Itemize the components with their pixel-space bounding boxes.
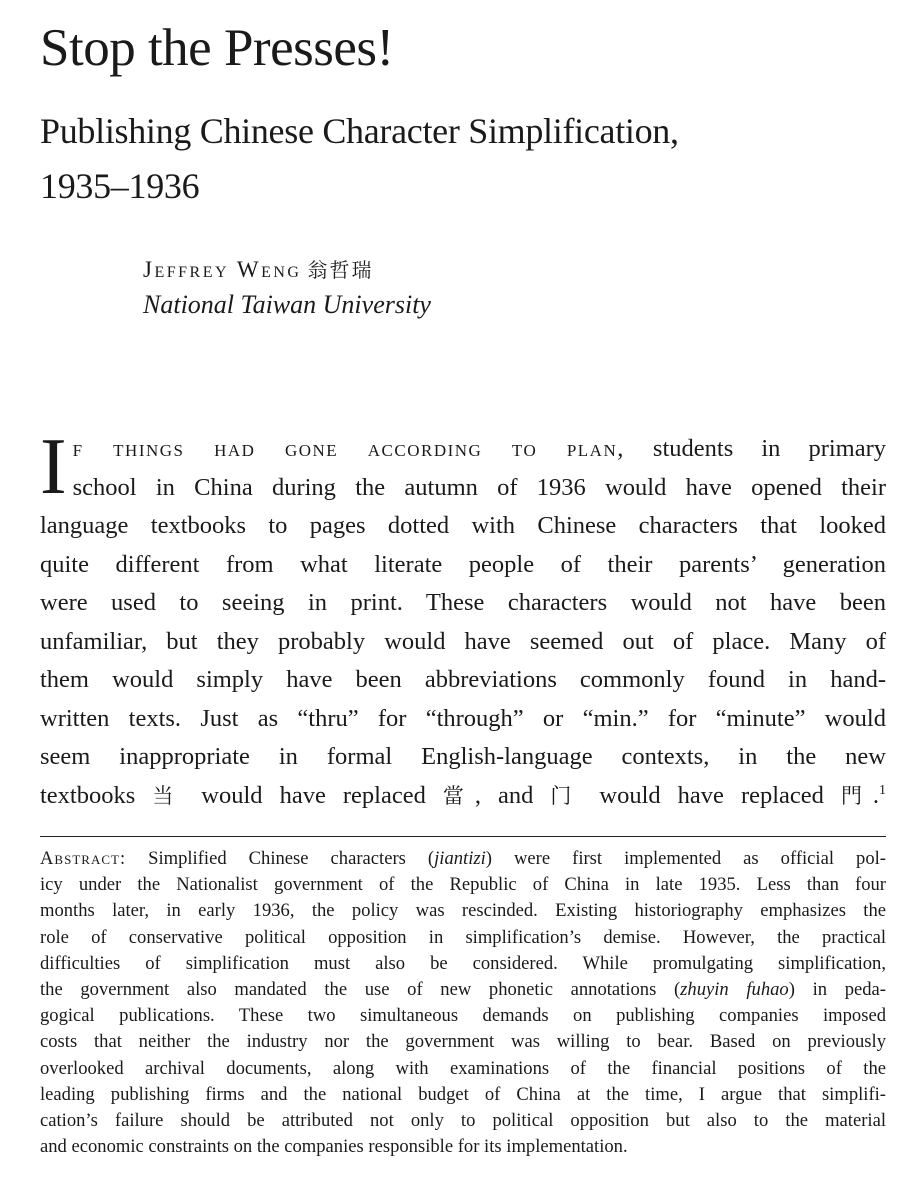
cjk-character: 当	[152, 783, 185, 808]
subtitle-line: 1935–1936	[40, 166, 200, 206]
abstract-line: leading publishing firms and the national budget of China at the time, I argue that simplifi-	[40, 1083, 886, 1105]
paragraph-line: quite different from what literate people of their parents’ generation	[40, 550, 886, 578]
abstract-line: icy under the Nationalist government of the Republic of China in late 1935. Less than four	[40, 874, 886, 896]
paragraph-line: unfamiliar, but they probably would have seemed out of place. Many of	[40, 627, 886, 655]
abstract-text: the government also mandated the use of new phonetic annotations (	[40, 979, 681, 1001]
paragraph-text: , and	[474, 781, 551, 809]
abstract-line	[40, 977, 886, 1003]
footnote-marker[interactable]: 1	[879, 782, 887, 798]
abstract-line	[40, 846, 886, 872]
abstract-line: overlooked archival documents, along with examinations of the financial positions of the	[40, 1057, 886, 1079]
paragraph-text: students in primary	[624, 435, 887, 462]
abstract-term: jiantizi	[434, 848, 486, 869]
opening-paragraph	[40, 423, 887, 815]
paragraph-line: school in China during the autumn of 1936 would have opened their	[72, 473, 886, 501]
paragraph-text: textbooks	[40, 781, 153, 809]
abstract-text: Simplified Chinese characters (	[126, 848, 435, 869]
cjk-character: 當	[442, 783, 475, 808]
drop-cap: I	[40, 423, 67, 511]
paragraph-line: them would simply have been abbreviations commonly found in hand-	[40, 666, 886, 693]
abstract-label: Abstract:	[40, 848, 127, 869]
abstract-line: difficulties of simplification must also be considered. While promulgating simplification,	[40, 952, 886, 974]
abstract-term: zhuyin fuhao	[680, 979, 789, 1001]
abstract-line: role of conservative political opposition in simplification’s demise. However, the practical	[40, 926, 886, 948]
paragraph-line	[40, 430, 886, 469]
paragraph-text: .	[872, 781, 880, 809]
paragraph-line: language textbooks to pages dotted with Chinese characters that looked	[40, 512, 886, 539]
abstract-line: gogical publications. These two simultaneous demands on publishing companies imposed	[40, 1005, 886, 1027]
cjk-character: 门	[550, 783, 583, 808]
author-affiliation: National Taiwan University	[143, 290, 431, 319]
paragraph-line: were used to seeing in print. These characters would not have been	[40, 589, 886, 616]
abstract-line: months later, in early 1936, the policy was rescinded. Existing historiography emphasizes the	[40, 900, 886, 922]
abstract	[40, 846, 886, 1160]
author-name-cjk: 翁哲瑞	[307, 258, 374, 282]
author-name: Jeffrey Weng	[143, 257, 302, 282]
author-line	[143, 256, 431, 284]
section-divider	[40, 836, 886, 837]
paragraph-line: written texts. Just as “thru” for “through” or “min.” for “minute” would	[40, 704, 886, 732]
subtitle-line: Publishing Chinese Character Simplification,	[40, 111, 679, 151]
abstract-text: ) in peda-	[788, 979, 886, 1001]
abstract-text: ) were first implemented as official pol-	[485, 848, 886, 869]
abstract-line: cation’s failure should be attributed not only to political opposition but also to the material	[40, 1110, 886, 1132]
article-subtitle	[40, 104, 679, 214]
paragraph-text: would have replaced	[184, 781, 443, 809]
cjk-character: 門	[840, 783, 873, 808]
paragraph-line	[40, 777, 886, 816]
paragraph-line: seem inappropriate in formal English-language contexts, in the new	[40, 743, 886, 770]
article-title: Stop the Presses!	[40, 19, 394, 77]
lead-in: f things had gone according to plan,	[72, 435, 625, 462]
abstract-line: and economic constraints on the companies responsible for its implementation.	[40, 1136, 628, 1158]
author-block	[143, 256, 431, 322]
abstract-line: costs that neither the industry nor the government was willing to bear. Based on previously	[40, 1031, 886, 1053]
paragraph-text: would have replaced	[582, 781, 841, 809]
